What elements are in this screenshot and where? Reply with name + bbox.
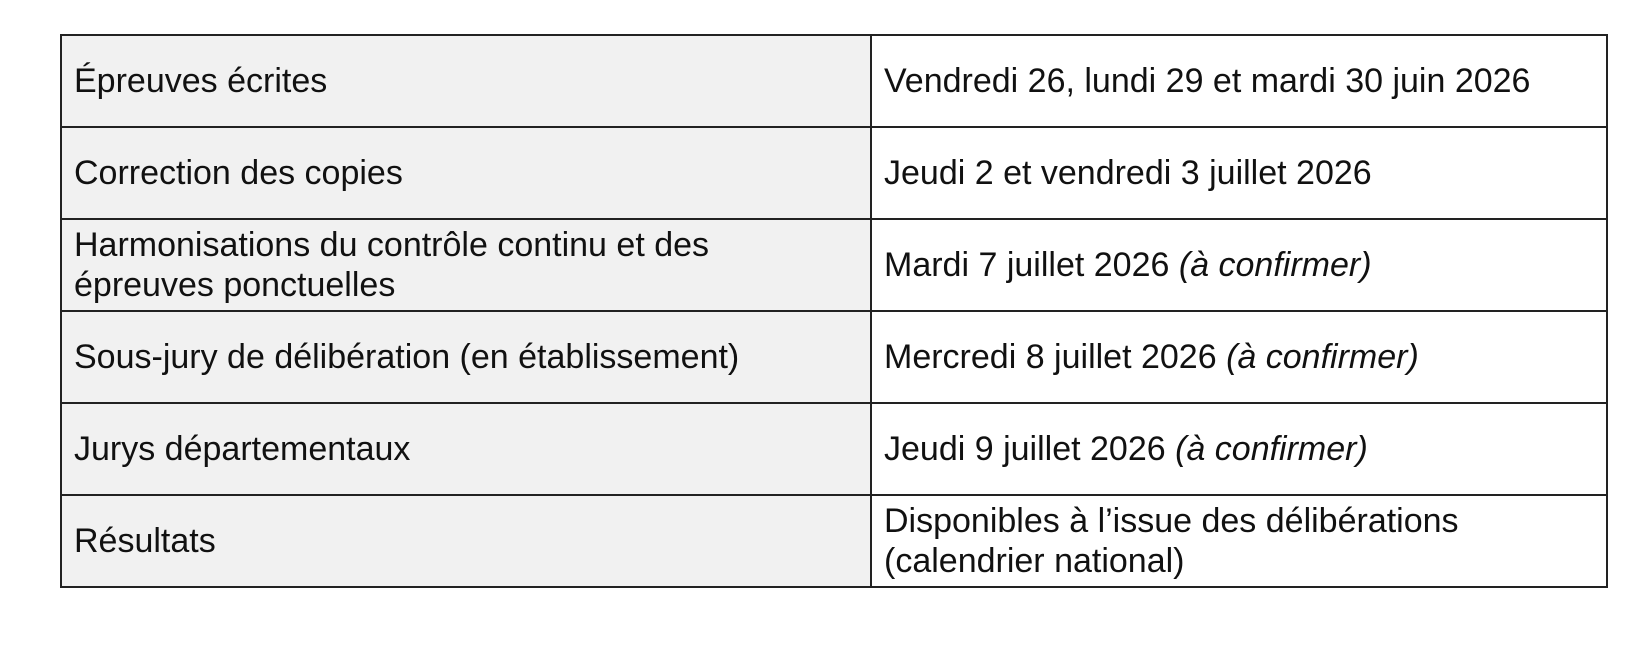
- row-value: Disponibles à l’issue des délibérations (calendrier national): [884, 502, 1459, 580]
- row-label: Harmonisations du contrôle continu et des épreuves ponctuelles: [61, 219, 871, 311]
- table-row: [61, 219, 1607, 311]
- row-value: Mardi 7 juillet 2026: [884, 246, 1170, 284]
- row-label: Sous-jury de délibération (en établissement): [61, 311, 871, 403]
- row-value: Jeudi 2 et vendredi 3 juillet 2026: [884, 154, 1372, 192]
- row-value-cell: [871, 127, 1607, 219]
- row-value: Jeudi 9 juillet 2026: [884, 430, 1166, 468]
- tentative-note: (à confirmer): [1178, 246, 1372, 284]
- table-row: [61, 35, 1607, 127]
- row-value: Vendredi 26, lundi 29 et mardi 30 juin 2026: [884, 62, 1531, 100]
- row-label: Épreuves écrites: [61, 35, 871, 127]
- row-label: Correction des copies: [61, 127, 871, 219]
- row-value-cell: [871, 35, 1607, 127]
- row-value: Mercredi 8 juillet 2026: [884, 338, 1217, 376]
- row-label: Résultats: [61, 495, 871, 587]
- tentative-note: (à confirmer): [1175, 430, 1368, 468]
- exam-schedule-table: [60, 34, 1608, 588]
- table-row: [61, 127, 1607, 219]
- row-value-cell: [871, 495, 1607, 587]
- tentative-note: (à confirmer): [1226, 338, 1419, 376]
- table-row: [61, 403, 1607, 495]
- row-value-cell: [871, 311, 1607, 403]
- table-row: [61, 311, 1607, 403]
- table-row: [61, 495, 1607, 587]
- row-value-cell: [871, 219, 1607, 311]
- row-label: Jurys départementaux: [61, 403, 871, 495]
- row-value-cell: [871, 403, 1607, 495]
